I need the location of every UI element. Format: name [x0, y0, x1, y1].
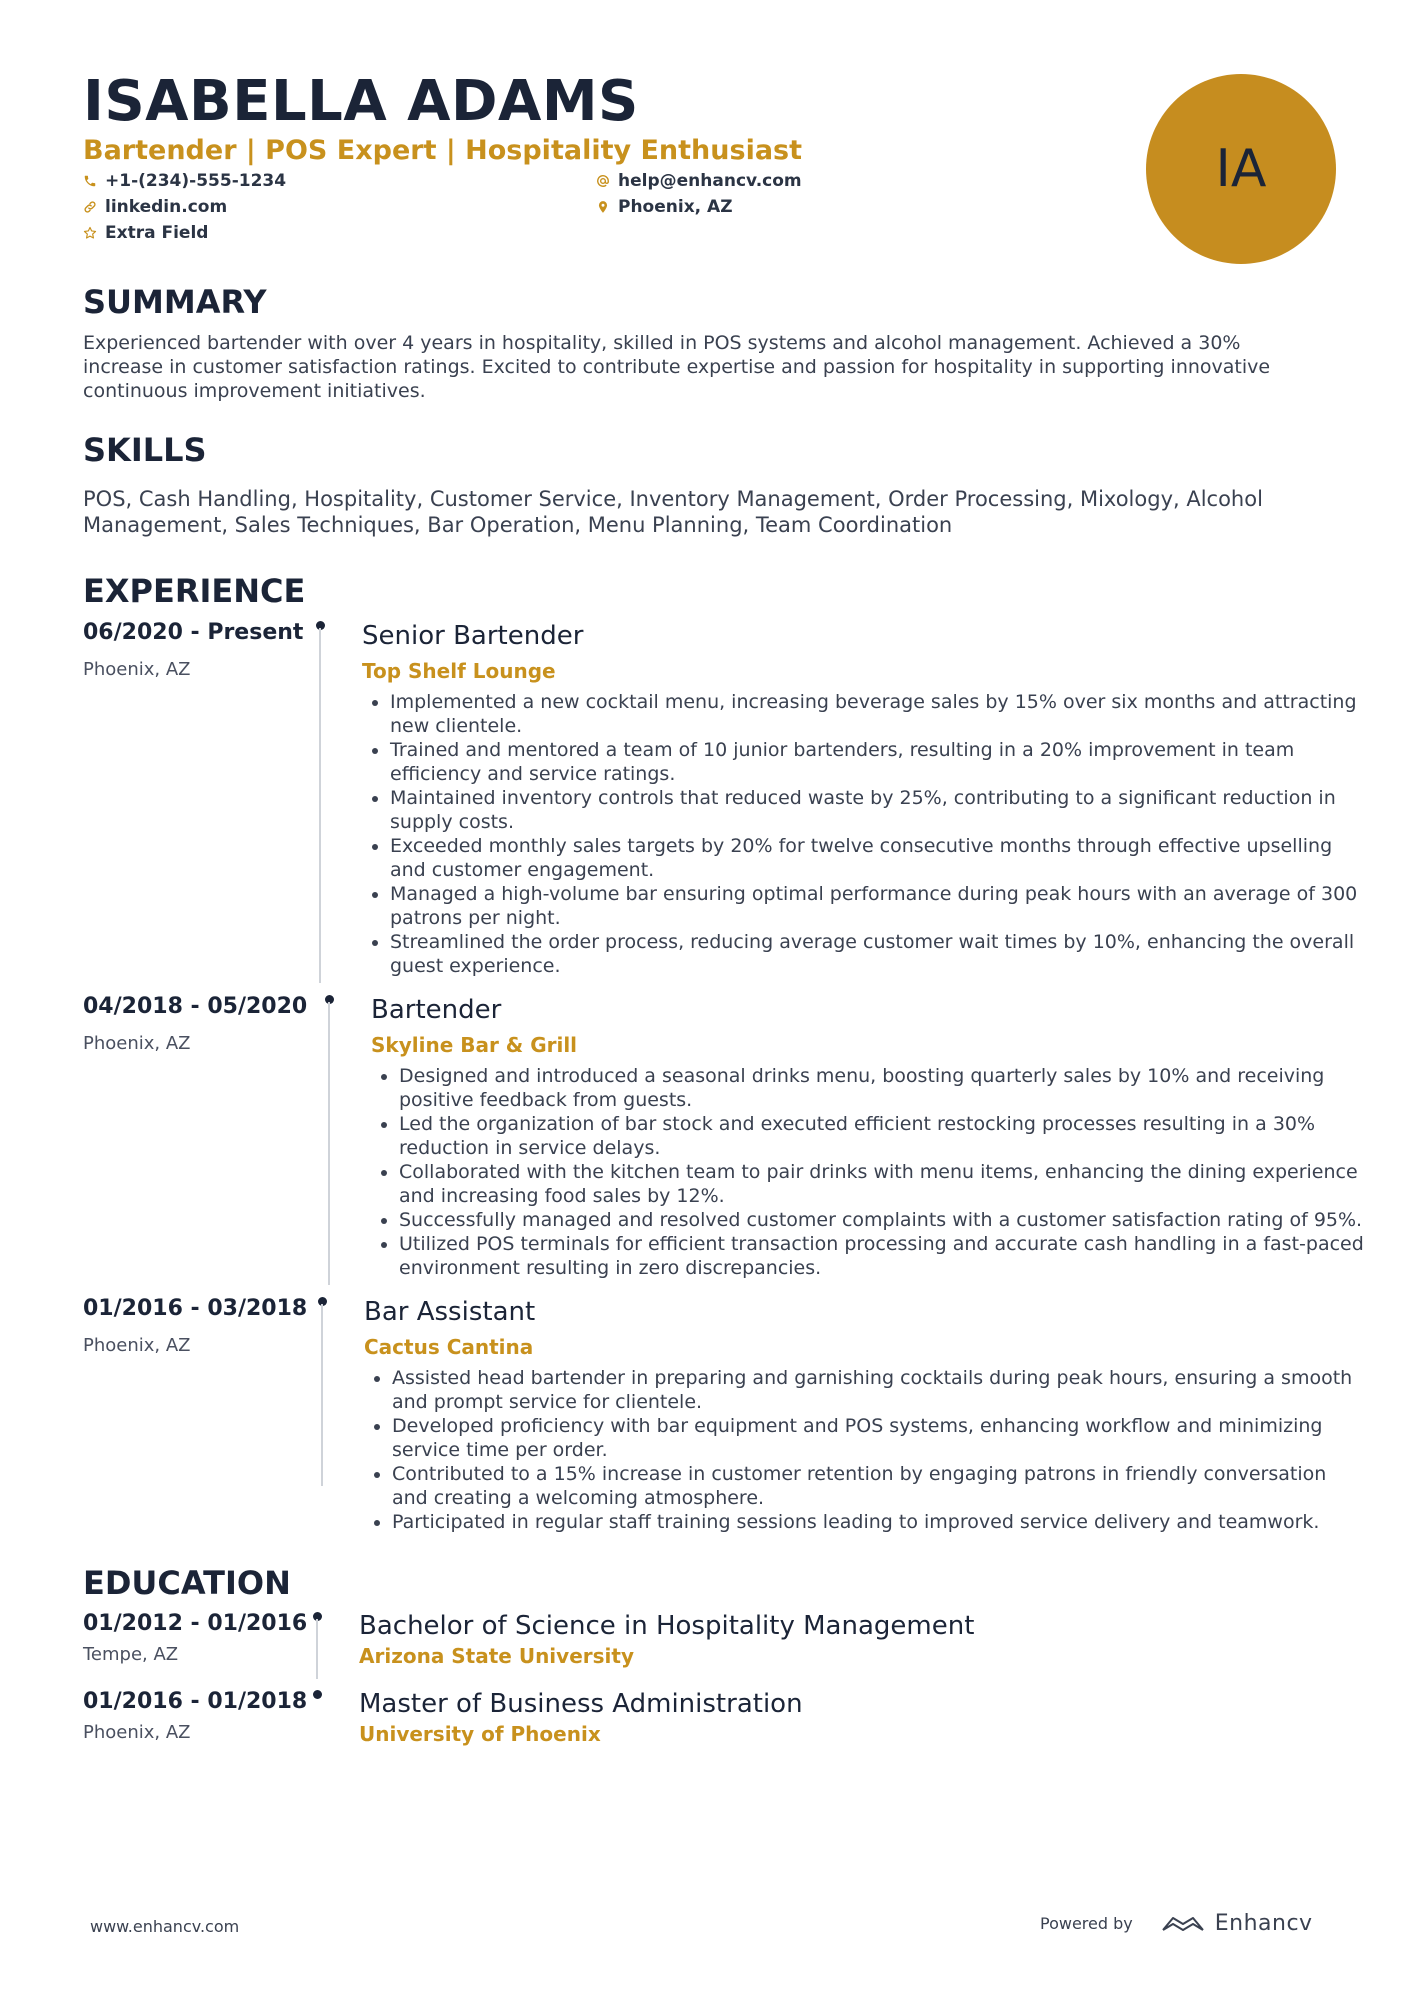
phone-text: +1-(234)-555-1234	[105, 171, 287, 191]
star-icon	[83, 226, 97, 240]
contact-location	[596, 196, 733, 218]
job-dates: 01/2016 - 03/2018	[83, 1296, 308, 1321]
education-school: University of Phoenix	[359, 1722, 601, 1746]
list-item: • Successfully managed and resolved customer complaints with a customer satisfaction rating of 95%.	[399, 1208, 1374, 1232]
job-location: Phoenix, AZ	[83, 1335, 191, 1356]
at-icon	[596, 174, 610, 188]
contact-linkedin[interactable]	[83, 196, 227, 218]
footer-website[interactable]: www.enhancv.com	[90, 1917, 240, 1936]
job-location: Phoenix, AZ	[83, 1033, 191, 1054]
job-company: Cactus Cantina	[364, 1335, 534, 1359]
list-item: • Trained and mentored a team of 10 junior bartenders, resulting in a 20% improvement in team efficiency and service ratings.	[390, 738, 1365, 786]
list-item: • Managed a high-volume bar ensuring optimal performance during peak hours with an average of 300 patrons per night.	[390, 882, 1365, 930]
list-item: • Exceeded monthly sales targets by 20% for twelve consecutive months through effective upselling and customer engagement.	[390, 834, 1365, 882]
job-role: Bartender	[371, 995, 502, 1025]
list-item: • Assisted head bartender in preparing and garnishing cocktails during peak hours, ensuring a smooth and prompt service for clientele.	[392, 1366, 1367, 1414]
skills-text: POS, Cash Handling, Hospitality, Customer Service, Inventory Management, Order Processing, Mixology, Alcohol Management, Sales Techniques, Bar Operation, Menu Planning, Team Coordination	[83, 487, 1263, 537]
location-text: Phoenix, AZ	[618, 197, 733, 217]
job-company: Top Shelf Lounge	[362, 659, 556, 683]
job-company: Skyline Bar & Grill	[371, 1033, 578, 1057]
education-location: Phoenix, AZ	[83, 1722, 191, 1743]
timeline-line	[319, 628, 321, 983]
job-bullets	[364, 1366, 1367, 1534]
job-bullets	[371, 1064, 1374, 1280]
list-item: • Collaborated with the kitchen team to pair drinks with menu items, enhancing the dining experience and increasing food sales by 12%.	[399, 1160, 1374, 1208]
extra-field-text: Extra Field	[105, 223, 209, 243]
education-degree: Master of Business Administration	[359, 1689, 803, 1719]
candidate-name: ISABELLA ADAMS	[83, 69, 639, 134]
contact-extra	[83, 222, 208, 244]
list-item: • Participated in regular staff training sessions leading to improved service delivery and teamwork.	[392, 1510, 1367, 1534]
summary-heading: SUMMARY	[83, 283, 267, 321]
job-bullets	[362, 690, 1365, 978]
timeline-line	[328, 1002, 330, 1285]
avatar-initials: IA	[1215, 139, 1267, 199]
job-dates: 04/2018 - 05/2020	[83, 994, 308, 1019]
list-item: • Maintained inventory controls that reduced waste by 25%, contributing to a significant reduction in supply costs.	[390, 786, 1365, 834]
list-item: • Designed and introduced a seasonal drinks menu, boosting quarterly sales by 10% and receiving positive feedback from guests.	[399, 1064, 1374, 1112]
contact-email[interactable]	[596, 170, 802, 192]
skills-heading: SKILLS	[83, 431, 207, 469]
timeline-line	[316, 1619, 318, 1679]
link-icon	[83, 200, 97, 214]
list-item: • Contributed to a 15% increase in customer retention by engaging patrons in friendly conversation and creating a welcoming atmosphere.	[392, 1462, 1367, 1510]
powered-by-text: Powered by	[1040, 1914, 1133, 1933]
timeline-dot	[313, 1690, 322, 1699]
list-item: • Led the organization of bar stock and executed efficient restocking processes resulting in a 30% reduction in service delays.	[399, 1112, 1374, 1160]
avatar	[1146, 74, 1336, 264]
list-item: • Developed proficiency with bar equipment and POS systems, enhancing workflow and minimizing service time per order.	[392, 1414, 1367, 1462]
timeline-line	[321, 1304, 323, 1486]
summary-text: Experienced bartender with over 4 years in hospitality, skilled in POS systems and alcohol management. Achieved a 30% increase in customer satisfaction ratings. Excited to contribute expertise and passion for hospitality in supporting innovative continuous improvement initiatives.	[83, 332, 1271, 402]
location-pin-icon	[596, 200, 610, 214]
job-dates: 06/2020 - Present	[83, 620, 304, 645]
education-dates: 01/2016 - 01/2018	[83, 1689, 308, 1714]
list-item: • Implemented a new cocktail menu, increasing beverage sales by 15% over six months and attracting new clientele.	[390, 690, 1365, 738]
phone-icon	[83, 174, 97, 188]
education-location: Tempe, AZ	[83, 1644, 179, 1665]
candidate-tagline: Bartender | POS Expert | Hospitality Enthusiast	[83, 135, 803, 166]
email-text: help@enhancv.com	[618, 171, 802, 191]
brand-name: Enhancv	[1214, 1911, 1313, 1936]
education-degree: Bachelor of Science in Hospitality Management	[359, 1611, 975, 1641]
job-location: Phoenix, AZ	[83, 659, 191, 680]
enhancv-logo-icon	[1159, 1912, 1207, 1936]
education-dates: 01/2012 - 01/2016	[83, 1611, 308, 1636]
footer-branding[interactable]	[1040, 1911, 1313, 1936]
education-heading: EDUCATION	[83, 1564, 291, 1602]
list-item: • Utilized POS terminals for efficient transaction processing and accurate cash handling in a fast-paced environment resulting in zero discrepancies.	[399, 1232, 1374, 1280]
job-role: Senior Bartender	[362, 621, 584, 651]
experience-heading: EXPERIENCE	[83, 572, 306, 610]
list-item: • Streamlined the order process, reducing average customer wait times by 10%, enhancing the overall guest experience.	[390, 930, 1365, 978]
job-role: Bar Assistant	[364, 1297, 536, 1327]
contact-phone	[83, 170, 286, 192]
education-school: Arizona State University	[359, 1644, 634, 1668]
linkedin-text: linkedin.com	[105, 197, 228, 217]
